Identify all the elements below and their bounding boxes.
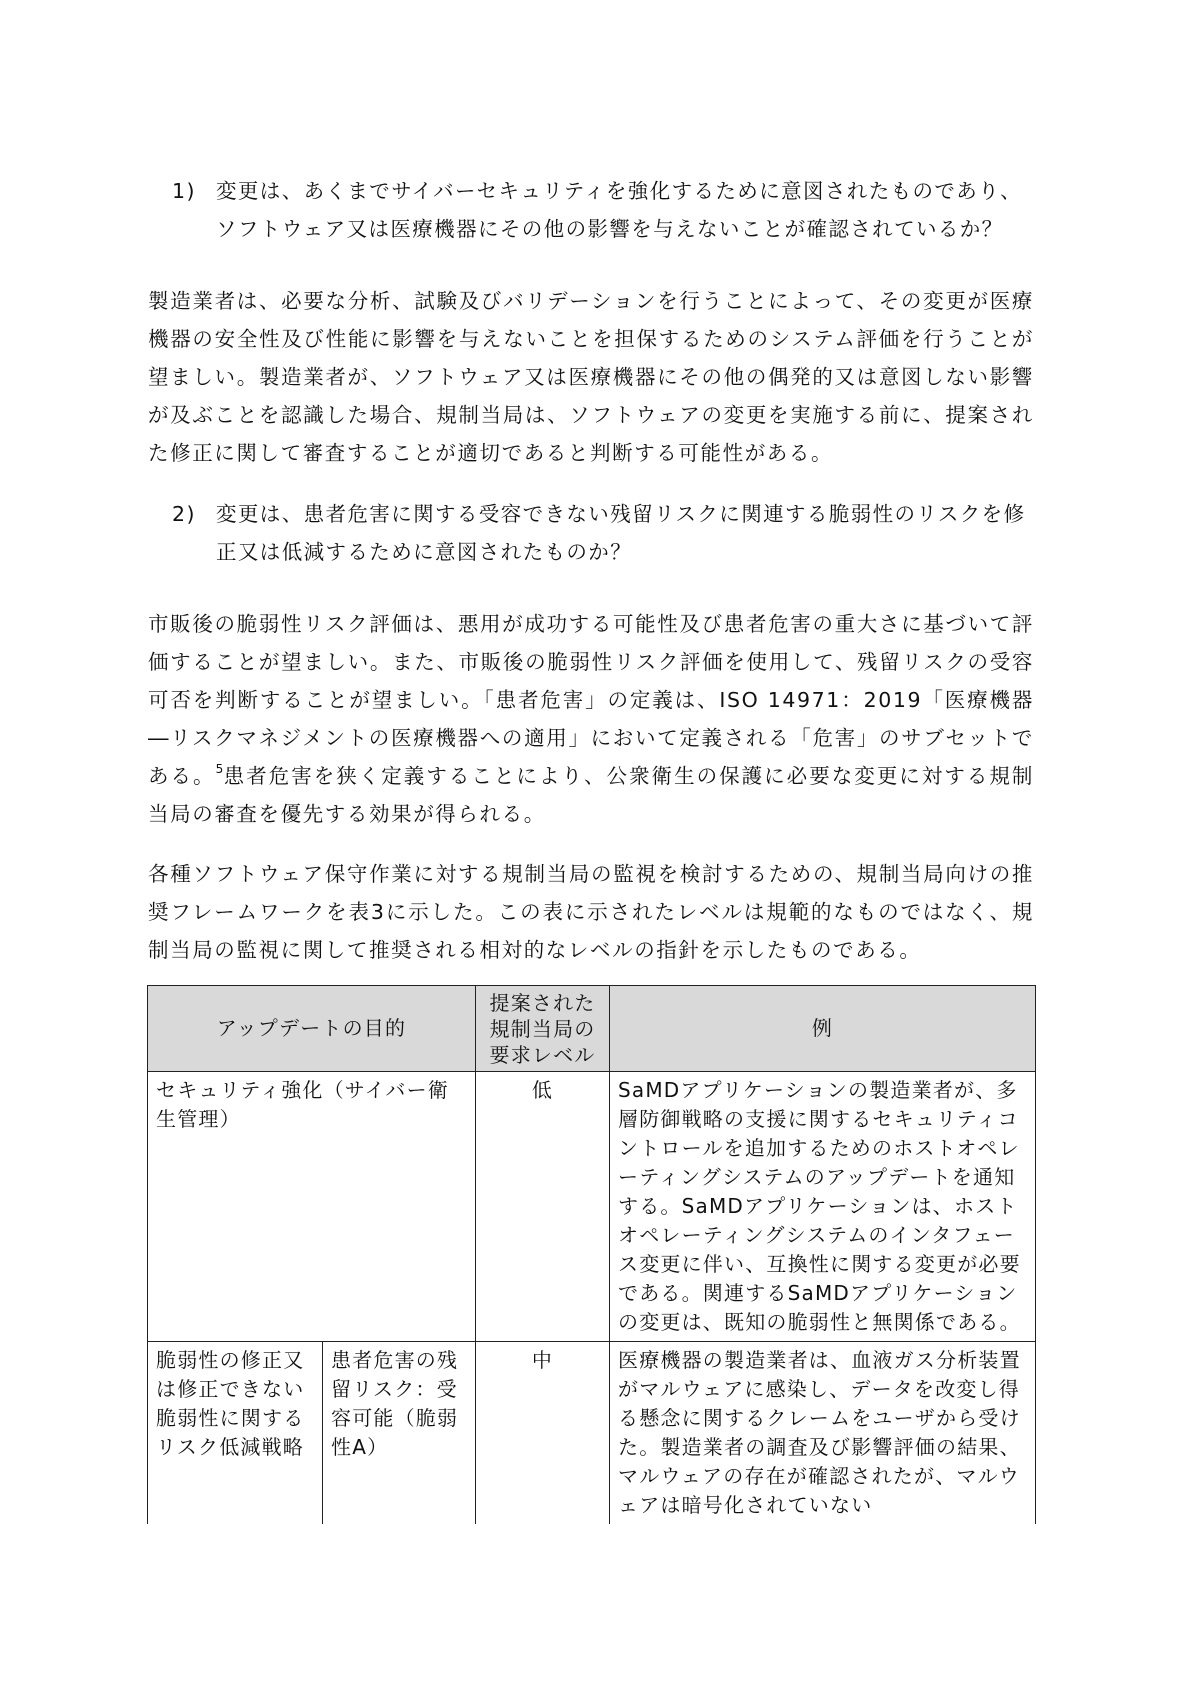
question-2 <box>172 495 1034 571</box>
row-1-example: SaMDアプリケーションの製造業者が、多層防御戦略の支援に関するセキュリティコントロールを追加するためのホストオペレーティングシステムのアップデートを通知する。SaMDアプリケーションは、ホストオペレーティングシステムのインタフェース変更に伴い、互換性に関する変更が必要である。関連するSaMDアプリケーションの変更は、既知の脆弱性と無関係である。 <box>610 1072 1036 1342</box>
update-purpose-table <box>147 985 1036 1524</box>
paragraph-vulnerability-risk <box>148 605 1034 833</box>
row-2-sub-purpose: 患者危害の残留リスク：受容可能（脆弱性A） <box>323 1342 476 1525</box>
header-purpose: アップデートの目的 <box>148 986 476 1072</box>
row-2-example: 医療機器の製造業者は、血液ガス分析装置がマルウェアに感染し、データを改変し得る懸念に関するクレームをユーザから受けた。製造業者の調査及び影響評価の結果、マルウェアの存在が確認されたが、マルウェアは暗号化されていない <box>610 1342 1036 1525</box>
paragraph-vulnerability-risk-part-b: 患者危害を狭く定義することにより、公衆衛生の保護に必要な変更に対する規制当局の審査を優先する効果が得られる。 <box>148 764 1034 826</box>
header-example: 例 <box>610 986 1036 1072</box>
paragraph-vulnerability-risk-part-a: 市販後の脆弱性リスク評価は、悪用が成功する可能性及び患者危害の重大さに基づいて評価することが望ましい。また、市販後の脆弱性リスク評価を使用して、残留リスクの受容可否を判断することが望ましい。「患者危害」の定義は、ISO 14971：2019「医療機器―リスクマネジメントの医療機器への適用」において定義される「危害」のサブセットである。 <box>148 612 1034 788</box>
question-1-text: 変更は、あくまでサイバーセキュリティを強化するために意図されたものであり、ソフトウェア又は医療機器にその他の影響を与えないことが確認されているか？ <box>216 179 1022 241</box>
row-2-purpose: 脆弱性の修正又は修正できない脆弱性に関するリスク低減戦略 <box>148 1342 323 1525</box>
header-level: 提案された規制当局の要求レベル <box>476 986 610 1072</box>
row-1-level: 低 <box>476 1072 610 1342</box>
paragraph-framework: 各種ソフトウェア保守作業に対する規制当局の監視を検討するための、規制当局向けの推奨フレームワークを表3に示した。この表に示されたレベルは規範的なものではなく、規制当局の監視に関して推奨される相対的なレベルの指針を示したものである。 <box>148 862 1034 962</box>
table-row <box>148 1342 1036 1525</box>
table-row <box>148 1072 1036 1342</box>
question-1 <box>172 172 1034 248</box>
question-2-text: 変更は、患者危害に関する受容できない残留リスクに関連する脆弱性のリスクを修正又は低減するために意図されたものか？ <box>216 502 1026 564</box>
paragraph-system-evaluation: 製造業者は、必要な分析、試験及びバリデーションを行うことによって、その変更が医療機器の安全性及び性能に影響を与えないことを担保するためのシステム評価を行うことが望ましい。製造業者が、ソフトウェア又は医療機器にその他の偶発的又は意図しない影響が及ぶことを認識した場合、規制当局は、ソフトウェアの変更を実施する前に、提案された修正に関して審査することが適切であると判断する可能性がある。 <box>148 289 1034 465</box>
row-1-purpose: セキュリティ強化（サイバー衛生管理） <box>148 1072 476 1342</box>
question-2-number: 2) <box>172 502 196 526</box>
question-1-number: 1) <box>172 179 196 203</box>
table-header-row <box>148 986 1036 1072</box>
footnote-ref-5[interactable]: 5 <box>215 762 224 777</box>
row-2-level: 中 <box>476 1342 610 1525</box>
